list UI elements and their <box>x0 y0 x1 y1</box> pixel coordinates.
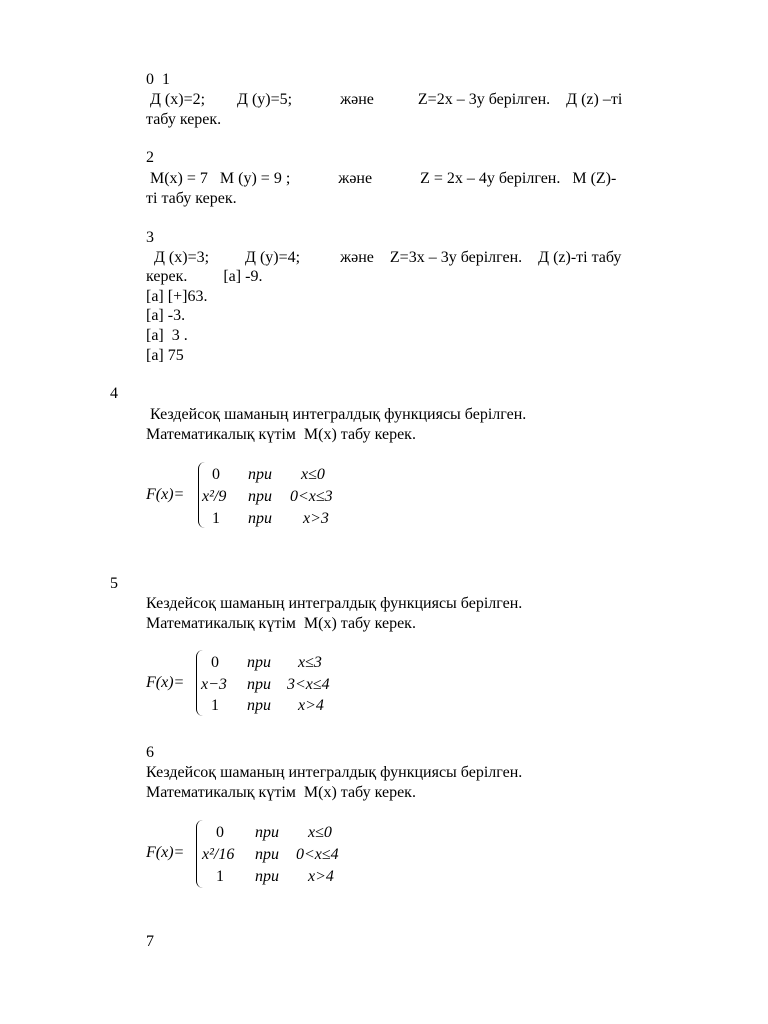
question-3-text-continued: керек. [а] -9. <box>146 268 263 285</box>
formula-condition: x>4 <box>298 697 324 714</box>
formula-condition: x>3 <box>303 510 329 527</box>
question-2-number: 2 <box>146 149 154 166</box>
formula-word: при <box>255 868 279 885</box>
formula-condition: x≤0 <box>301 466 325 483</box>
question-6-formula <box>146 820 386 892</box>
formula-value: 1 <box>211 697 219 714</box>
formula-value: 1 <box>212 510 220 527</box>
formula-word: при <box>248 466 272 483</box>
answer-option: [а] 3 . <box>146 327 188 344</box>
formula-value: x²/16 <box>202 846 235 863</box>
formula-lhs: F(x)= <box>146 486 185 503</box>
formula-value: 0 <box>216 824 224 841</box>
formula-condition: 3<x≤4 <box>287 676 330 693</box>
question-4-formula <box>146 460 386 532</box>
question-5-text-continued: Математикалық күтім M(x) табу керек. <box>146 615 416 632</box>
answer-option: [а] 75 <box>146 347 184 364</box>
question-6-text: Кездейсоқ шаманың интегралдық функциясы берілген. <box>146 764 523 781</box>
question-1-text-continued: табу керек. <box>146 111 222 128</box>
formula-condition: 0<x≤3 <box>290 488 333 505</box>
formula-value: x−3 <box>201 676 227 693</box>
question-1-number: 0 1 <box>146 71 170 88</box>
formula-value: 0 <box>211 654 219 671</box>
formula-word: при <box>247 697 271 714</box>
question-1-text: Д (x)=2; Д (y)=5; және Z=2x – 3y берілген. Д (z) –ті <box>146 91 623 108</box>
question-5-number: 5 <box>110 575 118 592</box>
question-2-text: M(x) = 7 M (y) = 9 ; және Z = 2x – 4y берілген. M (Z)- <box>146 170 617 187</box>
question-4-text-continued: Математикалық күтім M(x) табу керек. <box>146 426 416 443</box>
question-6-text-continued: Математикалық күтім M(x) табу керек. <box>146 784 416 801</box>
question-5-text: Кездейсоқ шаманың интегралдық функциясы берілген. <box>146 595 523 612</box>
formula-value: 0 <box>212 466 220 483</box>
formula-condition: x≤0 <box>308 824 332 841</box>
formula-word: при <box>248 510 272 527</box>
question-4-number: 4 <box>110 385 118 402</box>
formula-lhs: F(x)= <box>146 674 185 691</box>
formula-word: при <box>247 676 271 693</box>
answer-option: [а] -3. <box>146 307 186 324</box>
answer-option: [а] [+]63. <box>146 288 208 305</box>
question-6-number: 6 <box>146 744 154 761</box>
formula-condition: 0<x≤4 <box>296 846 339 863</box>
question-3-text: Д (x)=3; Д (y)=4; және Z=3x – 3y берілген. Д (z)-ті табу <box>146 249 622 266</box>
question-7-number: 7 <box>146 933 154 950</box>
question-2-text-continued: ті табу керек. <box>146 190 237 207</box>
formula-word: при <box>255 846 279 863</box>
formula-lhs: F(x)= <box>146 844 185 861</box>
formula-value: x²/9 <box>202 488 227 505</box>
formula-word: при <box>247 654 271 671</box>
formula-value: 1 <box>216 868 224 885</box>
formula-condition: x≤3 <box>298 654 322 671</box>
formula-word: при <box>255 824 279 841</box>
formula-word: при <box>248 488 272 505</box>
formula-condition: x>4 <box>308 868 334 885</box>
question-3-number: 3 <box>146 229 154 246</box>
question-4-text: Кездейсоқ шаманың интегралдық функциясы берілген. <box>146 406 527 423</box>
question-5-formula <box>146 650 386 722</box>
